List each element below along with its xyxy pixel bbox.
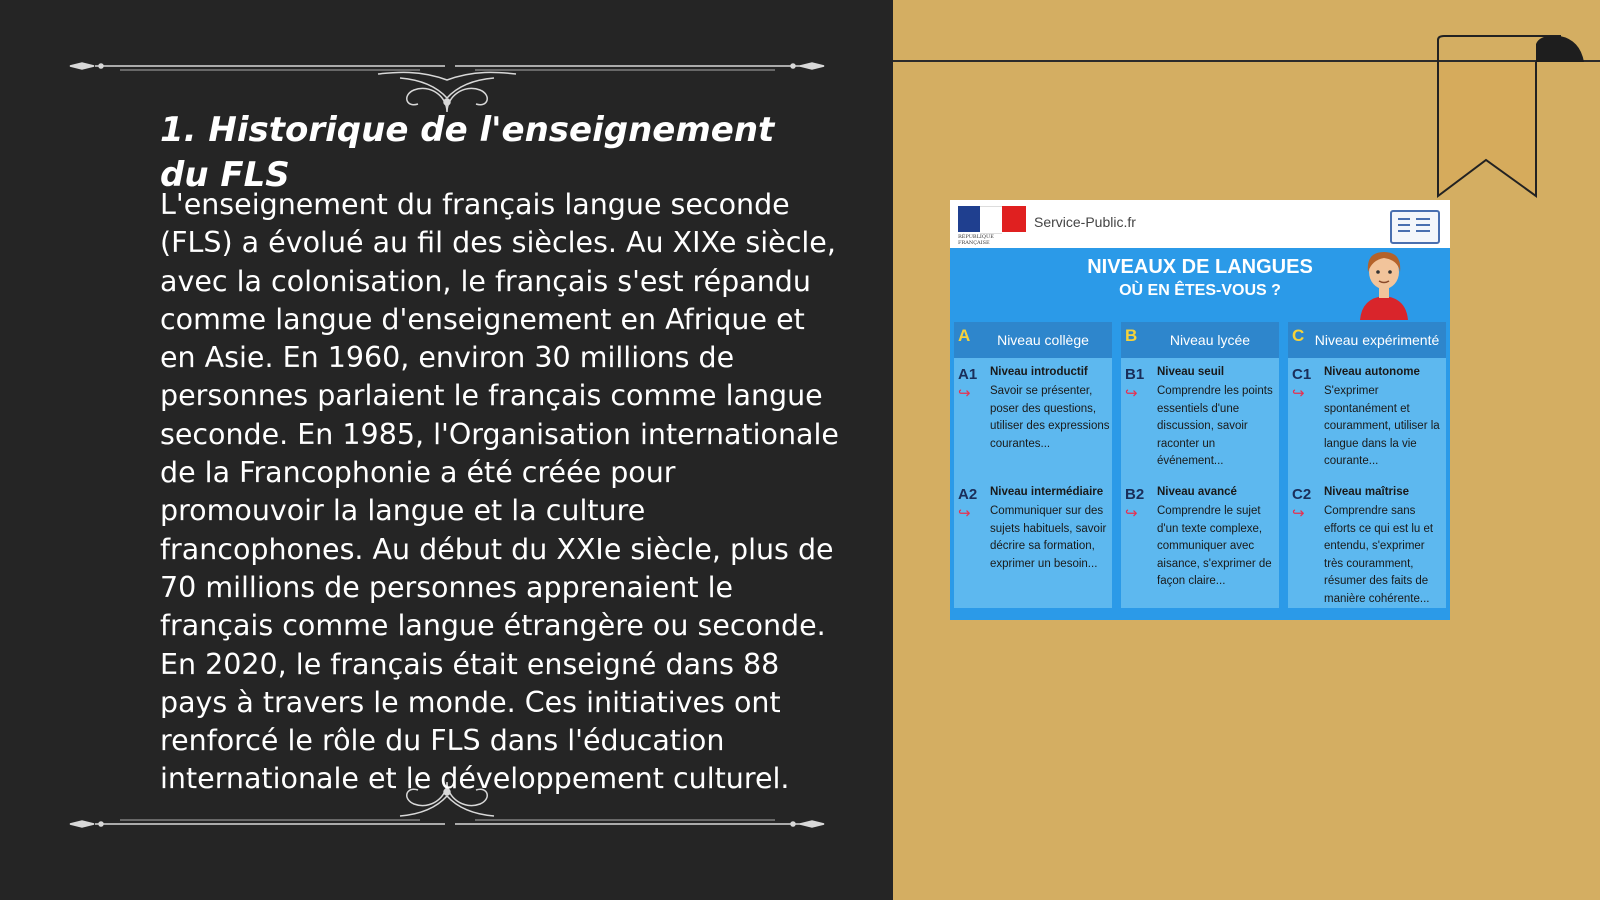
level-a1-code: A1: [958, 366, 978, 383]
curved-arrow-icon: ↪: [1125, 385, 1138, 402]
column-c-letter: C: [1292, 326, 1305, 345]
column-b-letter: B: [1125, 326, 1138, 345]
service-public-brand: Service-Public.fr: [1034, 214, 1136, 230]
column-b-name: Niveau lycée: [1169, 331, 1251, 348]
level-b1-code: B1: [1125, 366, 1145, 383]
level-c2-description: Comprendre sans efforts ce qui est lu et entendu, s'exprimer très couramment, résumer des faits de manière cohérente...: [1324, 505, 1434, 605]
infographic-title: NIVEAUX DE LANGUES: [1087, 256, 1313, 278]
republique-francaise-caption: RÉPUBLIQUE FRANÇAISE: [958, 234, 994, 246]
level-a2-description: Communiquer sur des sujets habituels, savoir décrire sa formation, exprimer un besoin...: [990, 505, 1107, 570]
level-c1-name: Niveau autonome: [1324, 366, 1420, 378]
level-c2-code: C2: [1292, 486, 1312, 503]
curved-arrow-icon: ↪: [1292, 505, 1305, 522]
infographic-subtitle: OÙ EN ÊTES-VOUS ?: [1119, 282, 1281, 299]
level-a1-description: Savoir se présenter, poser des questions, utiliser des expressions courantes...: [990, 385, 1110, 450]
column-b: [1121, 322, 1279, 608]
column-a-header: [954, 322, 1112, 358]
level-a2-name: Niveau intermédiaire: [990, 486, 1104, 498]
level-a2-code: A2: [958, 486, 978, 503]
column-b-header: [1121, 322, 1279, 358]
level-b1-description: Comprendre les points essentiels d'une discussion, savoir raconter un événement...: [1157, 385, 1273, 467]
column-c: [1288, 322, 1446, 608]
column-c-name: Niveau expérimenté: [1314, 331, 1440, 348]
curved-arrow-icon: ↪: [958, 385, 971, 402]
level-b2-name: Niveau avancé: [1157, 486, 1237, 498]
person-illustration: [1354, 246, 1414, 320]
column-a-letter: A: [958, 326, 971, 345]
level-b2-code: B2: [1125, 486, 1145, 503]
curved-arrow-icon: ↪: [1292, 385, 1305, 402]
language-levels-infographic: [950, 200, 1450, 620]
level-b1-name: Niveau seuil: [1157, 366, 1225, 378]
document-icon: [1390, 210, 1440, 244]
slide-body-text: L'enseignement du français langue seconde (FLS) a évolué au fil des siècles. Au XIXe siècle, avec la colonisation, le français s'est répandu comme langue d'enseignement en Afrique et en Asie. En 1960, environ 30 millions de personnes parlaient le français comme langue seconde. En 1985, l'Organisation internationale de la Francophonie a été créée pour promouvoir la langue et la culture francophones. Au début du XXIe siècle, plus de 70 millions de personnes apprenaient le français comme langue étrangère ou seconde. En 2020, le français était enseigné dans 88 pays à travers le monde. Ces initiatives ont renforcé le rôle du FLS dans l'éducation internationale et le développement culturel.: [160, 188, 839, 796]
level-a1-name: Niveau introductif: [990, 366, 1088, 378]
slide-title: 1. Historique de l'enseignement du FLS: [160, 110, 775, 195]
level-c2-name: Niveau maîtrise: [1324, 486, 1410, 498]
infographic-header: [950, 200, 1450, 248]
column-a-name: Niveau collège: [997, 331, 1089, 348]
curved-arrow-icon: ↪: [1125, 505, 1138, 522]
column-c-header: [1288, 322, 1446, 358]
level-c1-description: S'exprimer spontanément et couramment, utiliser la langue dans la vie courante...: [1324, 385, 1440, 467]
level-c1-code: C1: [1292, 366, 1312, 383]
column-a: [954, 322, 1112, 608]
curved-arrow-icon: ↪: [958, 505, 971, 522]
republique-francaise-logo: [958, 206, 1026, 244]
level-b2-description: Comprendre le sujet d'un texte complexe, communiquer avec aisance, s'exprimer de façon claire...: [1157, 505, 1272, 587]
